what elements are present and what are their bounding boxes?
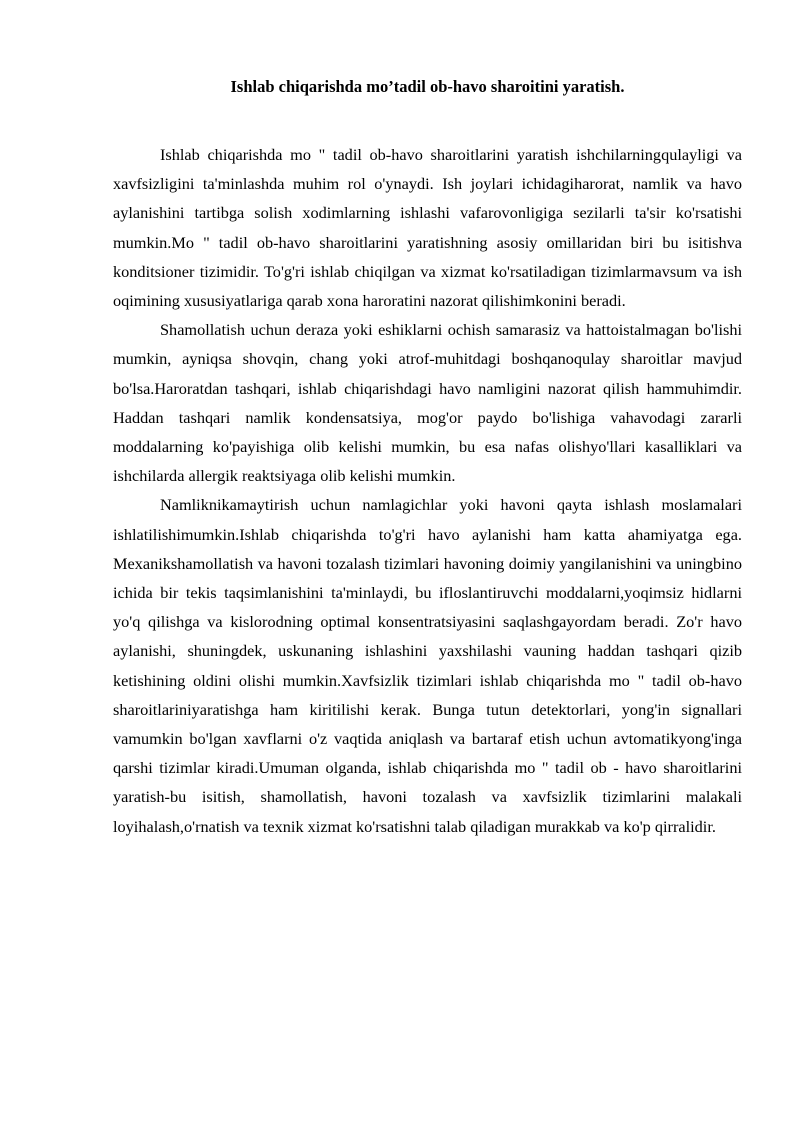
document-body [113,140,742,841]
paragraph-heating: Ishlab chiqarishda mo " tadil ob-havo sharoitlarini yaratish ishchilarningqulayligi va xavfsizligini ta'minlashda muhim rol o'ynaydi. Ish joylari ichidagiharorat, namlik va havo aylanishini tartibga solish xodimlarning ishlashi vafarovonligiga sezilarli ta'sir ko'rsatishi mumkin.Mo " tadil ob-havo sharoitlarini yaratishning asosiy omillaridan biri bu isitishva konditsioner tizimidir. To'g'ri ishlab chiqilgan va xizmat ko'rsatiladigan tizimlarmavsum va ish oqimining xususiyatlariga qarab xona haroratini nazorat qilishimkonini beradi. [113,145,742,311]
paragraph-humidity-safety: Namliknikamaytirish uchun namlagichlar yoki havoni qayta ishlash moslamalari ishlatilishimumkin.Ishlab chiqarishda to'g'ri havo aylanishi ham katta ahamiyatga ega. Mexanikshamollatish va havoni tozalash tizimlari havoning doimiy yangilanishini va uningbino ichida bir tekis taqsimlanishini ta'minlaydi, bu ifloslantiruvchi moddalarni,yoqimsiz hidlarni yo'q qilishga va kislorodning optimal konsentratsiyasini saqlashgayordam beradi. Zo'r havo aylanishi, shuningdek, uskunaning ishlashini yaxshilashi vauning haddan tashqari qizib ketishining oldini olishi mumkin.Xavfsizlik tizimlari ishlab chiqarishda mo " tadil ob-havo sharoitlariniyaratishga ham kiritilishi kerak. Bunga tutun detektorlari, yong'in signallari vamumkin bo'lgan xavflarni o'z vaqtida aniqlash va bartaraf etish uchun avtomatikyong'inga qarshi tizimlar kiradi.Umuman olganda, ishlab chiqarishda mo " tadil ob - havo sharoitlarini yaratish-bu isitish, shamollatish, havoni tozalash va xavfsizlik tizimlarini malakali loyihalash,o'rnatish va texnik xizmat ko'rsatishni talab qiladigan murakkab va ko'p qirralidir. [113,495,742,836]
paragraph-ventilation: Shamollatish uchun deraza yoki eshiklarni ochish samarasiz va hattoistalmagan bo'lishi mumkin, ayniqsa shovqin, chang yoki atrof-muhitdagi boshqanoqulay sharoitlar mavjud bo'lsa.Haroratdan tashqari, ishlab chiqarishdagi havo namligini nazorat qilish hammuhimdir. Haddan tashqari namlik kondensatsiya, mog'or paydo bo'lishiga vahavodagi zararli moddalarning ko'payishiga olib kelishi mumkin, bu esa nafas olishyo'llari kasalliklari va ishchilarda allergik reaktsiyaga olib kelishi mumkin. [113,320,742,486]
document-title: Ishlab chiqarishda mo’tadil ob-havo sharoitini yaratish. [230,77,625,96]
